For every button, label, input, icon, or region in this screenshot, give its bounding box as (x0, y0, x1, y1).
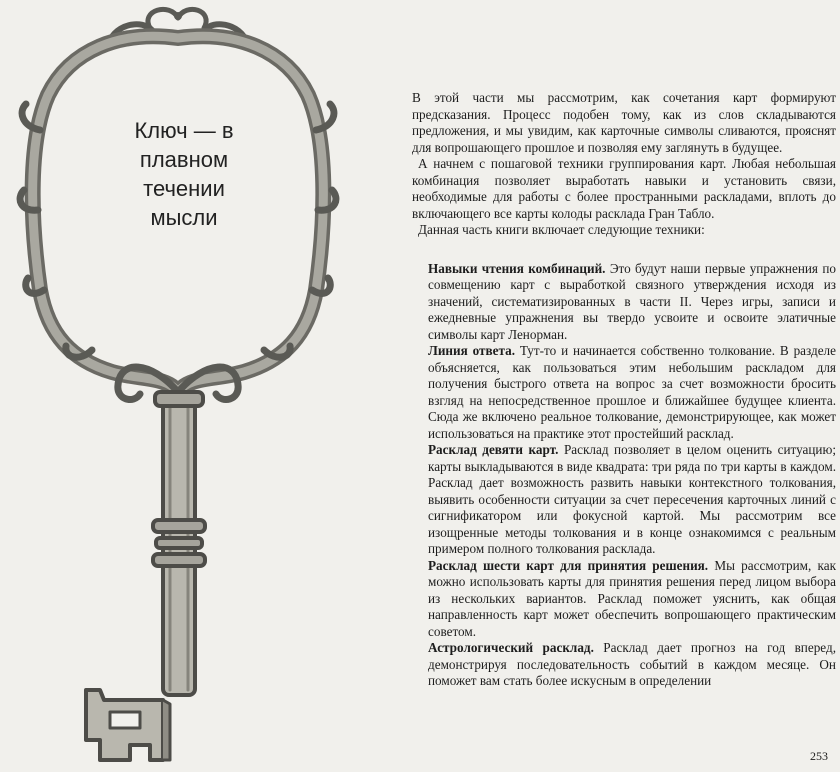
technique-item (412, 640, 836, 690)
technique-text: Это будут наши первые упражнения по совмещению карт с выработкой связного утверждения исходя из значений, систематизированных в части II. Через игры, записи и ежедневные упражнения вы твердо усвоите и освоите элатичные символы карт Ленорман. (428, 260, 836, 342)
technique-list (412, 261, 836, 690)
page-number: 253 (810, 749, 828, 763)
technique-term: Навыки чтения комбинаций. (428, 260, 606, 276)
intro-paragraph: Данная часть книги включает следующие техники: (418, 222, 705, 237)
key-illustration (0, 0, 372, 772)
intro (412, 90, 836, 239)
technique-text: Тут-то и начинается собственно толкование. В разделе объясняется, как пользоваться этим небольшим раскладом для получения быстрого ответа на вопрос за счет возможности бросить взгляд на непосредственное прошлое и ближайшее будущее клиента. Сюда же включено реальное толкование, демонстрирующее, как может использоваться на практике этот простейший расклад. (428, 343, 836, 441)
technique-term: Астрологический расклад. (428, 640, 594, 655)
technique-text: Расклад позволяет в целом оценить ситуацию; карты выкладываются в виде квадрата: три ряда по три карты в каждом. Расклад дает возможность развить навыки контекстного толкования, выявить особенности ситуации за счет пересечения карточных линий с сигнификатором или фокусной картой. Мы рассмотрим все изощренные методы толкования и в конце ознакомимся с реальным примером полного толкования расклада. (428, 442, 836, 556)
illustration-caption: Ключ — в плавном течении мысли (134, 118, 234, 230)
technique-item (412, 442, 836, 558)
technique-text: Мы рассмотрим, как можно использовать карты для принятия решения перед лицом выбора из нескольких вариантов. Расклад поможет уяснить, как общая направленность карт может обеспечить вопрошающего практическим советом. (428, 557, 836, 639)
technique-item (412, 261, 836, 344)
technique-term: Расклад шести карт для принятия решения. (428, 557, 709, 573)
technique-item (412, 558, 836, 641)
technique-term: Расклад девяти карт. (428, 442, 559, 457)
technique-text: Расклад дает прогноз на год вперед, демонстрируя последовательность событий в каждом месяце. Он поможет вам стать более искусным в определении (428, 640, 836, 688)
intro-paragraph: А начнем с пошаговой техники группирования карт. Любая небольшая комбинация позволяет выработать навыки и установить связи, необходимые для работы с более пространными раскладами, вплоть до включающего все карты колоды расклада Гран Табло. (412, 156, 836, 221)
technique-term: Линия ответа. (428, 343, 516, 358)
technique-item (412, 343, 836, 442)
body-text (412, 90, 836, 690)
intro-paragraph: В этой части мы рассмотрим, как сочетания карт формируют предсказания. Процесс подобен тому, как из слов складываются предложения, и мы увидим, как карточные символы сливаются, прояснят для вопрошающего прошлое и позволяя ему заглянуть в будущее. (412, 90, 836, 155)
